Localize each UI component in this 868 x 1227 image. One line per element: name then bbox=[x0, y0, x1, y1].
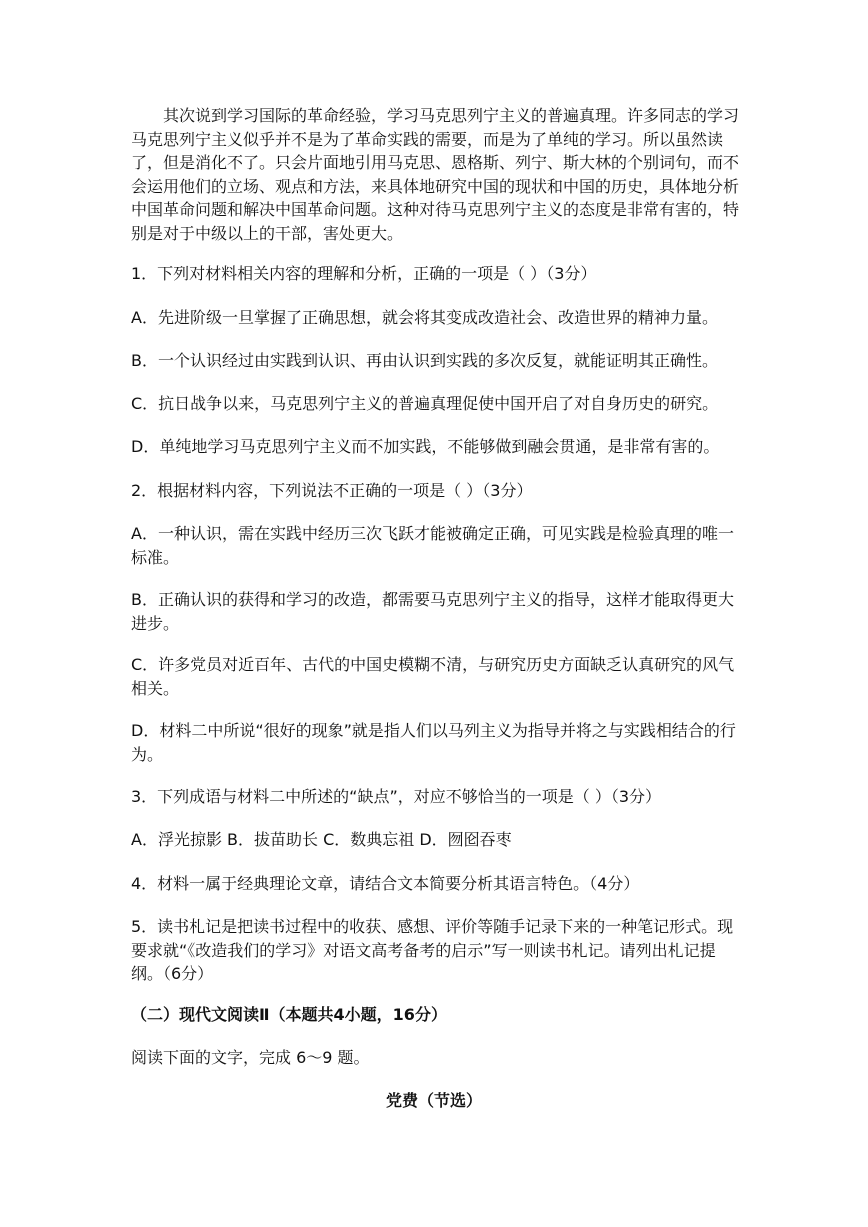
question-1-option-b: B．一个认识经过由实践到认识、再由认识到实践的多次反复，就能证明其正确性。 bbox=[131, 351, 718, 370]
question-5-stem: 5．读书札记是把读书过程中的收获、感想、评价等随手记录下来的一种笔记形式。现要求就“《改造我们的学习》对语文高考备考的启示”写一则读书札记。请列出札记提纲。（6分） bbox=[131, 917, 734, 983]
section-2-heading: （二）现代文阅读Ⅱ（本题共4小题，16分） bbox=[131, 1005, 447, 1024]
question-1-stem: 1．下列对材料相关内容的理解和分析，正确的一项是（ ）（3分） bbox=[131, 264, 597, 283]
question-4-stem: 4．材料一属于经典理论文章，请结合文本简要分析其语言特色。（4分） bbox=[131, 874, 640, 893]
question-2-stem: 2．根据材料内容，下列说法不正确的一项是（ ）（3分） bbox=[131, 481, 533, 500]
question-3-stem: 3．下列成语与材料二中所述的“缺点”，对应不够恰当的一项是（ ）（3分） bbox=[131, 787, 662, 806]
passage-paragraph: 其次说到学习国际的革命经验，学习马克思列宁主义的普遍真理。许多同志的学习马克思列宁主义似乎并不是为了革命实践的需要，而是为了单纯的学习。所以虽然读了，但是消化不了。只会片面地引用马克思、恩格斯、列宁、斯大林的个别词句，而不会运用他们的立场、观点和方法，来具体地研究中国的现状和中国的历史，具体地分析中国革命问题和解决中国革命问题。这种对待马克思列宁主义的态度是非常有害的，特别是对于中级以上的干部，害处更大。 bbox=[131, 106, 740, 243]
question-3-options: A．浮光掠影 B．拔苗助长 C．数典忘祖 D．囫囵吞枣 bbox=[131, 830, 512, 849]
passage-title: 党费（节选） bbox=[385, 1091, 482, 1110]
question-1-option-d: D．单纯地学习马克思列宁主义而不加实践，不能够做到融会贯通，是非常有害的。 bbox=[131, 437, 720, 456]
question-1-option-a: A．先进阶级一旦掌握了正确思想，就会将其变成改造社会、改造世界的精神力量。 bbox=[131, 308, 718, 327]
question-2-option-a: A．一种认识，需在实践中经历三次飞跃才能被确定正确，可见实践是检验真理的唯一标准。 bbox=[131, 524, 734, 567]
question-2-option-c: C．许多党员对近百年、古代的中国史模糊不清，与研究历史方面缺乏认真研究的风气相关。 bbox=[131, 655, 735, 698]
section-2-instruction: 阅读下面的文字，完成 6～9 题。 bbox=[131, 1048, 370, 1067]
question-2-option-d: D．材料二中所说“很好的现象”就是指人们以马列主义为指导并将之与实践相结合的行为。 bbox=[131, 721, 736, 764]
question-1-option-c: C．抗日战争以来，马克思列宁主义的普遍真理促使中国开启了对自身历史的研究。 bbox=[131, 394, 719, 413]
question-2-option-b: B．正确认识的获得和学习的改造，都需要马克思列宁主义的指导，这样才能取得更大进步。 bbox=[131, 590, 734, 633]
